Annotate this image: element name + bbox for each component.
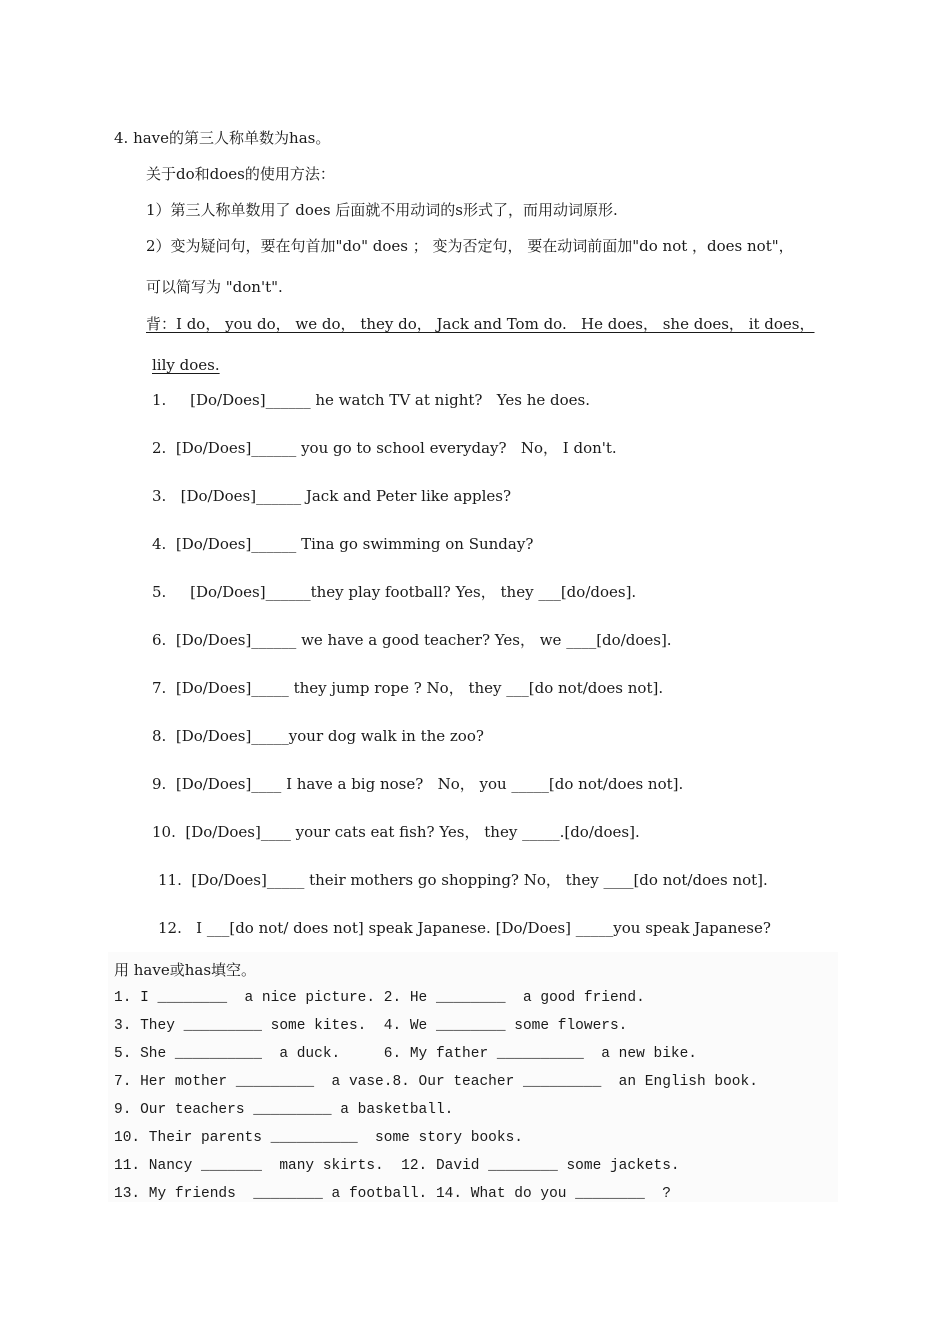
memorize-line: 背：I do， you do， we do， they do， Jack and Tom do. He does， she does， it does， — [146, 315, 815, 333]
exercise-item: 10. [Do/Does]____ your cats eat fish? Yes， they _____.[do/does]. — [152, 823, 640, 841]
exercise-item: 1. [Do/Does]______ he watch TV at night? Yes he does. — [152, 391, 590, 409]
exercise-item: 11. [Do/Does]_____ their mothers go shopping? No， they ____[do not/does not]. — [158, 871, 768, 889]
exercise-item: 5. [Do/Does]______they play football? Yes， they ___[do/does]. — [152, 583, 637, 601]
have-has-line: 10. Their parents __________ some story books. — [114, 1130, 523, 1146]
have-has-title: 用 have或has填空。 — [114, 961, 257, 979]
have-has-line: 11. Nancy _______ many skirts. 12. David ________ some jackets. — [114, 1158, 680, 1174]
have-has-line: 5. She __________ a duck. 6. My father __________ a new bike. — [114, 1046, 697, 1062]
exercise-item: 6. [Do/Does]______ we have a good teacher? Yes， we ____[do/does]. — [152, 631, 672, 649]
exercise-item: 9. [Do/Does]____ I have a big nose? No， you _____[do not/does not]. — [152, 775, 684, 793]
have-has-line: 13. My friends ________ a football. 14. What do you ________ ? — [114, 1186, 671, 1202]
rule-point-2-continued: 可以简写为 "don't". — [146, 278, 283, 296]
have-has-line: 1. I ________ a nice picture. 2. He ________ a good friend. — [114, 990, 645, 1006]
exercise-item: 8. [Do/Does]_____your dog walk in the zoo? — [152, 727, 484, 745]
exercise-item: 3. [Do/Does]______ Jack and Peter like apples? — [152, 487, 512, 505]
have-has-line: 3. They _________ some kites. 4. We ________ some flowers. — [114, 1018, 628, 1034]
have-has-line: 7. Her mother _________ a vase.8. Our teacher _________ an English book. — [114, 1074, 758, 1090]
exercise-item: 12. I ___[do not/ does not] speak Japanese. [Do/Does] _____you speak Japanese? — [158, 919, 771, 937]
exercise-item: 7. [Do/Does]_____ they jump rope ? No， they ___[do not/does not]. — [152, 679, 664, 697]
have-has-line: 9. Our teachers _________ a basketball. — [114, 1102, 454, 1118]
exercise-item: 2. [Do/Does]______ you go to school everyday? No， I don't. — [152, 439, 617, 457]
do-does-heading: 关于do和does的使用方法： — [146, 165, 335, 183]
rule-point-2: 2）变为疑问句，要在句首加"do" does ； 变为否定句， 要在动词前面加"do not ，does not"， — [146, 237, 794, 255]
exercise-item: 4. [Do/Does]______ Tina go swimming on Sunday? — [152, 535, 534, 553]
rule-have-has: 4. have的第三人称单数为has。 — [114, 129, 331, 147]
rule-point-1: 1）第三人称单数用了 does 后面就不用动词的s形式了，而用动词原形. — [146, 201, 618, 219]
memorize-line-continued: lily does. — [152, 356, 220, 374]
